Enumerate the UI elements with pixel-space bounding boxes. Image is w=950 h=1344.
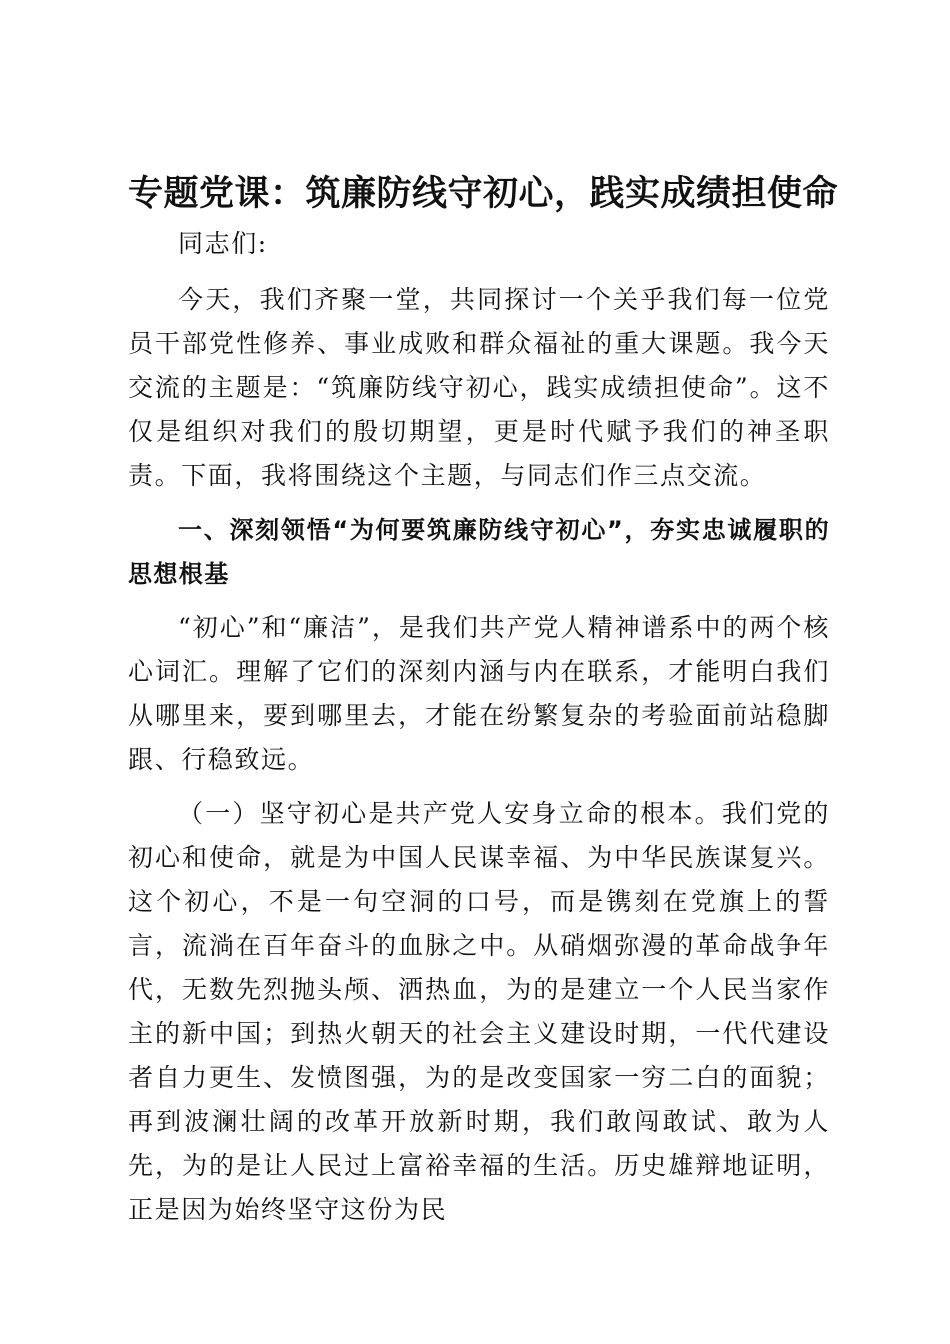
document-title: 专题党课：筑廉防线守初心，践实成绩担使命 (128, 173, 839, 214)
section1-paragraph-2: （一）坚守初心是共产党人安身立命的根本。我们党的初心和使命，就是为中国人民谋幸福、为中华民族谋复兴。这个初心，不是一句空洞的口号，而是镌刻在党旗上的誓言，流淌在百年奋斗的血脉之中。从硝烟弥漫的革命战争年代，无数先烈抛头颅、洒热血，为的是建立一个人民当家作主的新中国；到热火朝天的社会主义建设时期，一代代建设者自力更生、发愤图强，为的是改变国家一穷二白的面貌；再到波澜壮阔的改革开放新时期，我们敢闯敢试、敢为人先，为的是让人民过上富裕幸福的生活。历史雄辩地证明，正是因为始终坚守这份为民 (128, 799, 830, 1224)
salutation: 同志们: (178, 229, 268, 258)
section-heading-1: 一、深刻领悟“为何要筑廉防线守初心”，夯实忠诚履职的思想根基 (128, 516, 830, 588)
section1-paragraph-1: “初心”和“廉洁”，是我们共产党人精神谱系中的两个核心词汇。理解了它们的深刻内涵与内在联系，才能明白我们从哪里来，要到哪里去，才能在纷繁复杂的考验面前站稳脚跟、行稳致远。 (128, 613, 830, 774)
document-body (128, 168, 839, 1232)
intro-paragraph: 今天，我们齐聚一堂，共同探讨一个关乎我们每一位党员干部党性修养、事业成败和群众福祉的重大课题。我今天交流的主题是：“筑廉防线守初心，践实成绩担使命”。这不仅是组织对我们的殷切期望，更是时代赋予我们的神圣职责。下面，我将围绕这个主题，与同志们作三点交流。 (128, 285, 830, 490)
